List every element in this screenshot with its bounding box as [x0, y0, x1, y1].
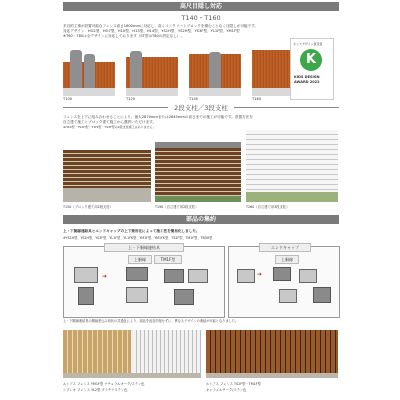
connector-box-title: 上・下胴縁連結具: [104, 243, 184, 252]
photo-t190: [155, 142, 241, 202]
connector-part-5: [164, 269, 184, 283]
section-header-takashaku: 高尺目隠し対応: [63, 2, 339, 11]
award-line-2: AWARD 2022: [294, 80, 320, 84]
photo-combination-left: [63, 330, 201, 378]
fence-illustration-t140: [189, 48, 241, 96]
parts-description-1: 上・下胴縁連結具とエンドキャップの上下兼用化によって施工性を簡易化しました。: [63, 229, 200, 233]
arrow-icon: ➜: [102, 273, 108, 280]
endcap-arrow-icon: ➜: [257, 271, 263, 278]
endcap-part-5: [279, 289, 297, 303]
endcap-box-title: エンドキャップ: [259, 243, 311, 252]
caption-combination-right-1: ルシアス フェンス TS2F型・TM1F型: [206, 382, 261, 386]
connector-diagram-box: [63, 246, 225, 318]
endcap-part-3: [299, 269, 317, 283]
section-header-parts: 部品の集約: [63, 215, 339, 224]
connector-tag-upper: 上胴縁: [128, 255, 152, 264]
posts-description-3: ※H10型・YS1H型・T1HI型・YS3F型の2段支柱施工はありません。: [63, 125, 156, 129]
connector-part-6: [188, 269, 208, 283]
posts-description-1: フェンスを上下に組み合わせることにより、最大2870mmまたは2645mmの高さまでの施工が可能です。設置方法を: [63, 115, 253, 119]
height-label-t140: T140: [189, 97, 199, 101]
endcap-diagram-box: [228, 246, 340, 318]
caption-combination-right-2: キャラメルチーク/ステン色: [206, 388, 247, 392]
parts-description-2: ※YS1H型、YS2H型、YS3F型、YL1F型、YL1FK型、YM1F型、YM1FK型、TS2F型、TM1F型、TB3H型: [63, 236, 213, 240]
section-subtitle-posts: 2段支柱／3段支柱: [174, 104, 228, 112]
endcap-part-4: [313, 287, 331, 303]
photo-t150: [63, 150, 151, 202]
section2-divider-right: [234, 107, 339, 108]
connector-part-2: [78, 287, 94, 305]
kids-k-icon: K: [300, 49, 322, 71]
kids-design-award-logo: [290, 38, 334, 100]
caption-combination-left-2: シプレオ フェンス YL2型 プラチナステン色: [63, 388, 128, 392]
section-subtitle-heights: T140・T160: [181, 14, 221, 22]
photo-t260: [246, 130, 338, 202]
endcap-part-1: [237, 269, 255, 283]
award-line-1: KIDS DESIGN: [294, 75, 320, 79]
caption-t260: T260（自立建て用3段支柱）: [246, 205, 290, 209]
fence-illustration-t120: [126, 48, 178, 96]
endcap-part-2: [273, 267, 291, 281]
connector-part-4: [126, 287, 148, 303]
connector-part-3: [126, 267, 148, 281]
caption-combination-left-1: ルシアス フェンス YM1F型 ナチュラルオーク/ステン色: [63, 382, 145, 386]
caption-t190: T190（自立建て用2段支柱）: [155, 205, 199, 209]
height-label-t100: T100: [63, 97, 73, 101]
caption-t150: T150（ブロック建て用2段支柱）: [63, 205, 113, 209]
connector-part-7: [174, 289, 194, 305]
award-label: キッズデザイン賞受賞: [293, 42, 323, 46]
description-line-3: ※T60・T80は全デザインに対応しております（ST型はT80の設定なし）。: [63, 34, 184, 38]
height-label-t160: T160: [252, 97, 262, 101]
description-line-2: 対応デザイン：HO2型、HO7型、H10型、H13型、H14型、YS1H型、YS2H型、YS3F型、YL1F型、YM1F型: [63, 29, 240, 33]
height-label-t120: T120: [126, 97, 136, 101]
fence-illustration-t100: [63, 48, 115, 96]
section2-divider-left: [63, 107, 168, 108]
photo-combination-right: [206, 330, 338, 378]
parts-footer-text: 上・下胴縁連結具の胴縁差込み形状の共通化により、部品を追加手配せずに、異なるデザインの連結が可能となりました。: [63, 319, 239, 323]
connector-tag-model: TM1F型: [154, 255, 182, 264]
connector-part-1: [74, 267, 98, 283]
posts-description-2: 自立建て施工とブロック建て施工から選択いただけます。: [63, 120, 157, 124]
endcap-tag-upper: 上胴縁: [275, 255, 299, 264]
description-line-1: 多目的工事が設置可能なフェンス高さ1600mmに対応し、高くコンクリートブロックを積むことなく目隠しが可能です。: [63, 24, 259, 28]
